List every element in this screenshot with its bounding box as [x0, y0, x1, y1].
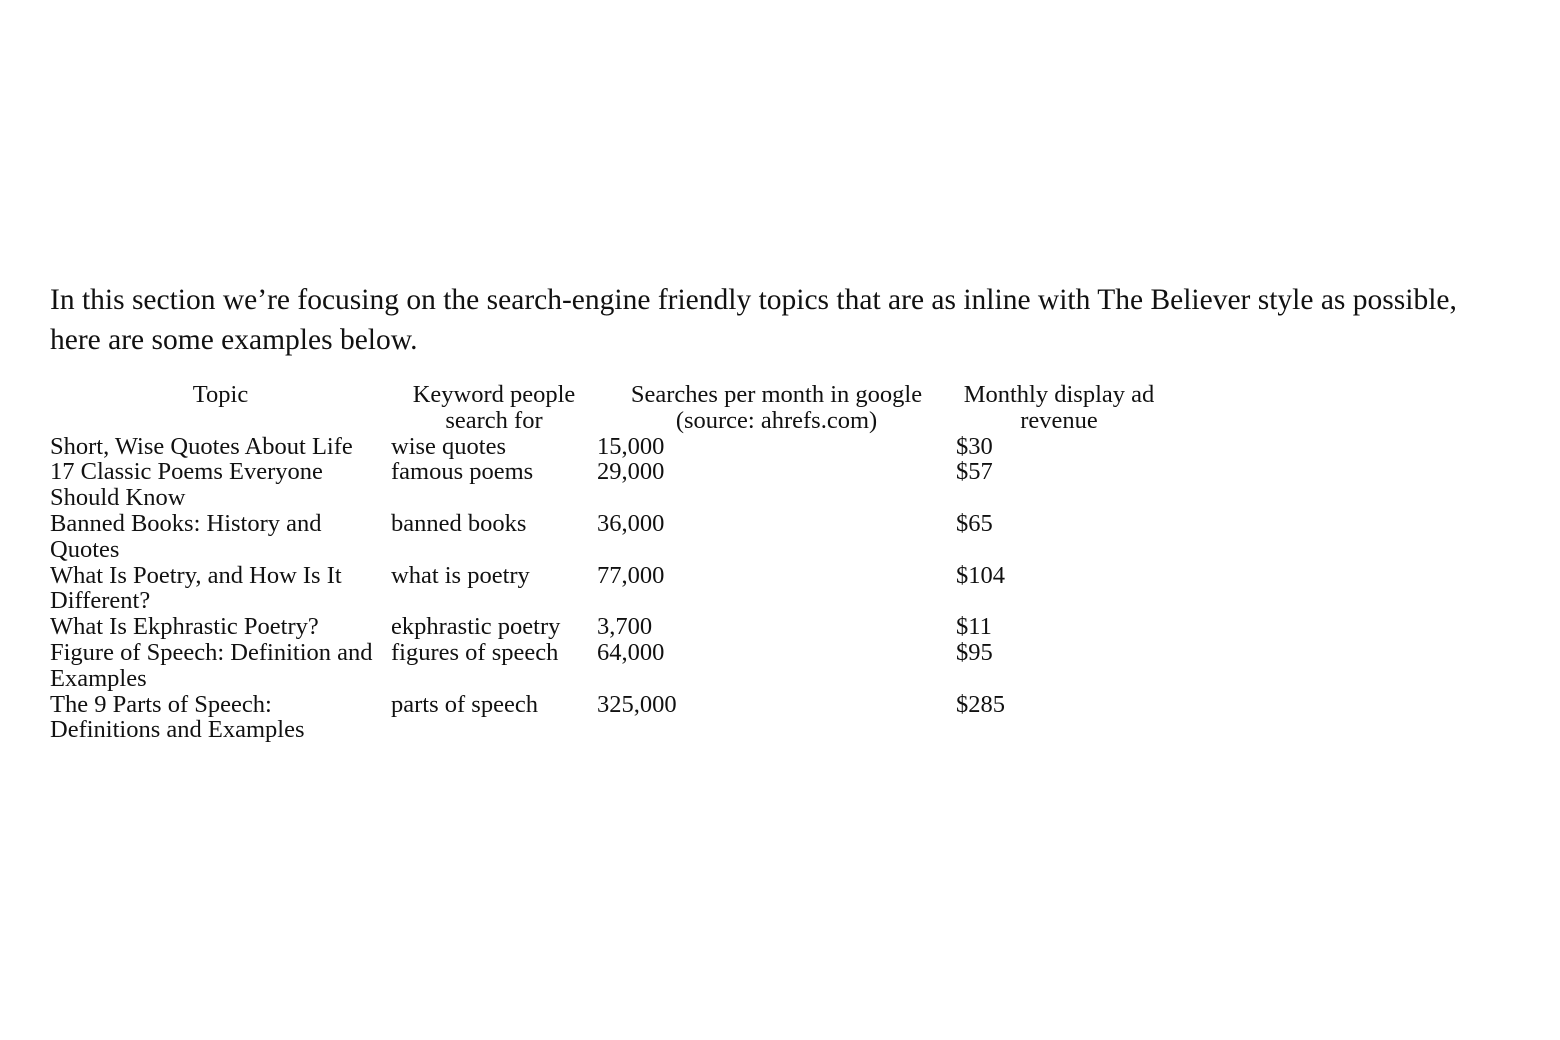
- cell-keyword: what is poetry: [391, 561, 530, 589]
- cell-keyword: parts of speech: [391, 690, 538, 718]
- cell-revenue: $95: [956, 638, 993, 666]
- cell-topic: The 9 Parts of Speech: Definitions and Examples: [50, 690, 305, 744]
- cell-topic: What Is Poetry, and How Is It Different?: [50, 561, 342, 615]
- cell-revenue: $11: [956, 613, 992, 641]
- cell-topic: Banned Books: History and Quotes: [50, 509, 322, 563]
- cell-topic: Figure of Speech: Definition and Examples: [50, 638, 373, 692]
- cell-keyword: figures of speech: [391, 638, 559, 666]
- cell-keyword: wise quotes: [391, 432, 506, 460]
- table-header-row: [50, 382, 1162, 434]
- header-revenue: Monthly display ad revenue: [963, 381, 1155, 434]
- cell-searches: 64,000: [597, 638, 665, 666]
- table-row: [50, 640, 1162, 692]
- header-keyword: Keyword people search for: [412, 381, 576, 434]
- table-row: [50, 511, 1162, 563]
- topics-table: [50, 382, 1162, 743]
- intro-paragraph: In this section we’re focusing on the search-engine friendly topics that are as inline with The Believer style as possible, here are some examples below.: [50, 284, 1457, 356]
- cell-revenue: $65: [956, 509, 993, 537]
- document-body: [50, 280, 1510, 743]
- cell-keyword: banned books: [391, 509, 527, 537]
- cell-revenue: $30: [956, 432, 993, 460]
- cell-keyword: famous poems: [391, 458, 534, 486]
- cell-revenue: $285: [956, 690, 1005, 718]
- cell-searches: 77,000: [597, 561, 665, 589]
- cell-keyword: ekphrastic poetry: [391, 613, 561, 641]
- cell-searches: 36,000: [597, 509, 665, 537]
- cell-revenue: $57: [956, 458, 993, 486]
- table-row: [50, 459, 1162, 511]
- cell-revenue: $104: [956, 561, 1005, 589]
- header-searches: Searches per month in google (source: ahrefs.com): [630, 381, 923, 434]
- cell-searches: 29,000: [597, 458, 665, 486]
- table-row: [50, 434, 1162, 460]
- table-row: [50, 692, 1162, 744]
- cell-topic: 17 Classic Poems Everyone Should Know: [50, 458, 323, 512]
- header-topic: Topic: [192, 381, 249, 408]
- cell-searches: 325,000: [597, 690, 677, 718]
- cell-topic: What Is Ekphrastic Poetry?: [50, 613, 319, 641]
- table-row: [50, 614, 1162, 640]
- cell-searches: 15,000: [597, 432, 665, 460]
- cell-searches: 3,700: [597, 613, 653, 641]
- cell-topic: Short, Wise Quotes About Life: [50, 432, 353, 460]
- table-row: [50, 563, 1162, 615]
